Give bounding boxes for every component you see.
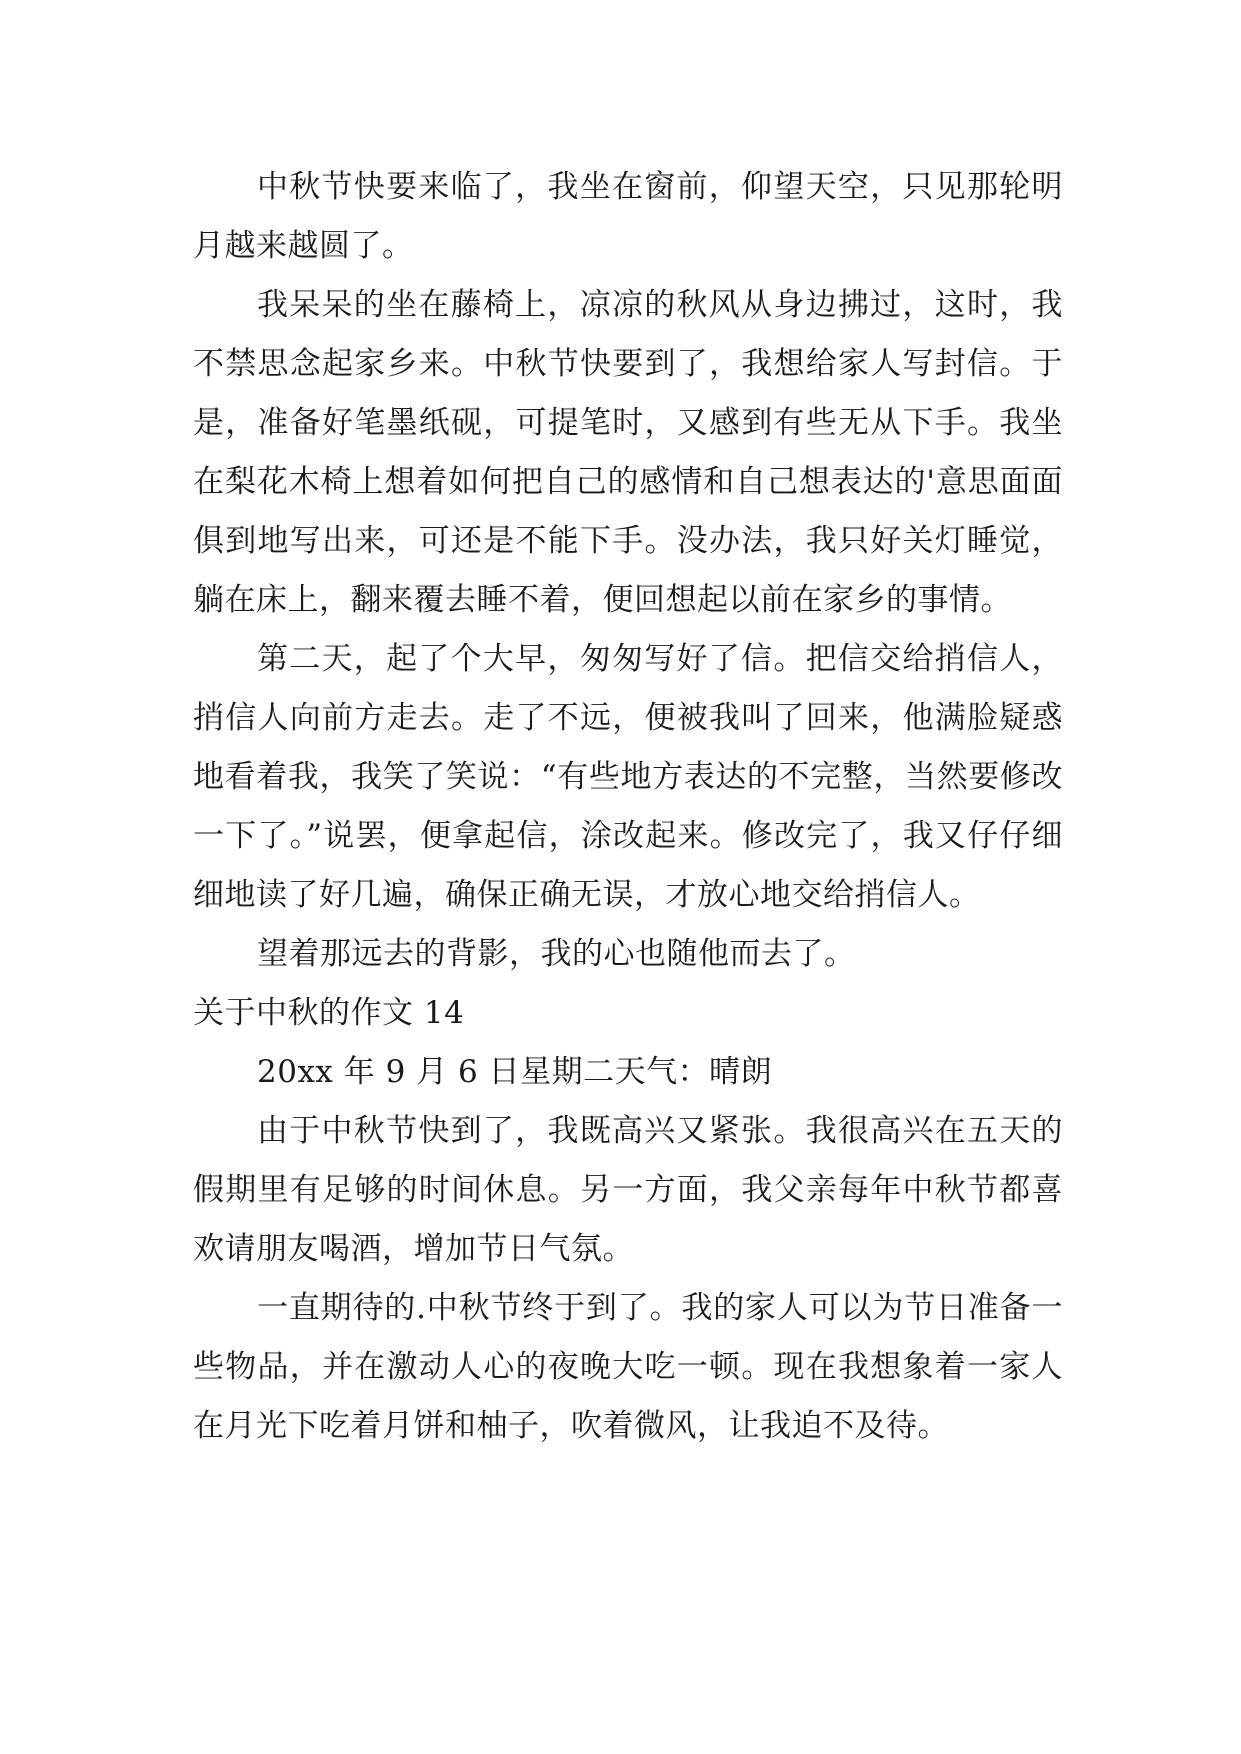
paragraph: 第二天，起了个大早，匆匆写好了信。把信交给捎信人，捎信人向前方走去。走了不远，便被我叫了回来，他满脸疑惑地看着我，我笑了笑说：“有些地方表达的不完整，当然要修改一下了。”说罢，便拿起信，涂改起来。修改完了，我又仔仔细细地读了好几遍，确保正确无误，才放心地交给捎信人。 xyxy=(193,641,1063,913)
paragraph: 望着那远去的背影，我的心也随他而去了。 xyxy=(257,936,856,972)
paragraph: 中秋节快要来临了，我坐在窗前，仰望天空，只见那轮明月越来越圆了。 xyxy=(193,169,1063,264)
paragraph: 由于中秋节快到了，我既高兴又紧张。我很高兴在五天的假期里有足够的时间休息。另一方面，我父亲每年中秋节都喜欢请朋友喝酒，增加节日气氛。 xyxy=(193,1113,1063,1267)
paragraph: 一直期待的.中秋节终于到了。我的家人可以为节日准备一些物品，并在激动人心的夜晚大吃一顿。现在我想象着一家人在月光下吃着月饼和柚子，吹着微风，让我迫不及待。 xyxy=(193,1290,1063,1444)
section-title: 关于中秋的作文 14 xyxy=(193,995,465,1031)
date-line: 20xx 年 9 月 6 日星期二天气：晴朗 xyxy=(257,1054,773,1090)
paragraph: 我呆呆的坐在藤椅上，凉凉的秋风从身边拂过，这时，我不禁思念起家乡来。中秋节快要到了，我想给家人写封信。于是，准备好笔墨纸砚，可提笔时，又感到有些无从下手。我坐在梨花木椅上想着如何把自己的感情和自己想表达的'意思面面俱到地写出来，可还是不能下手。没办法，我只好关灯睡觉，躺在床上，翻来覆去睡不着，便回想起以前在家乡的事情。 xyxy=(193,287,1063,618)
document-body xyxy=(193,158,1063,1456)
